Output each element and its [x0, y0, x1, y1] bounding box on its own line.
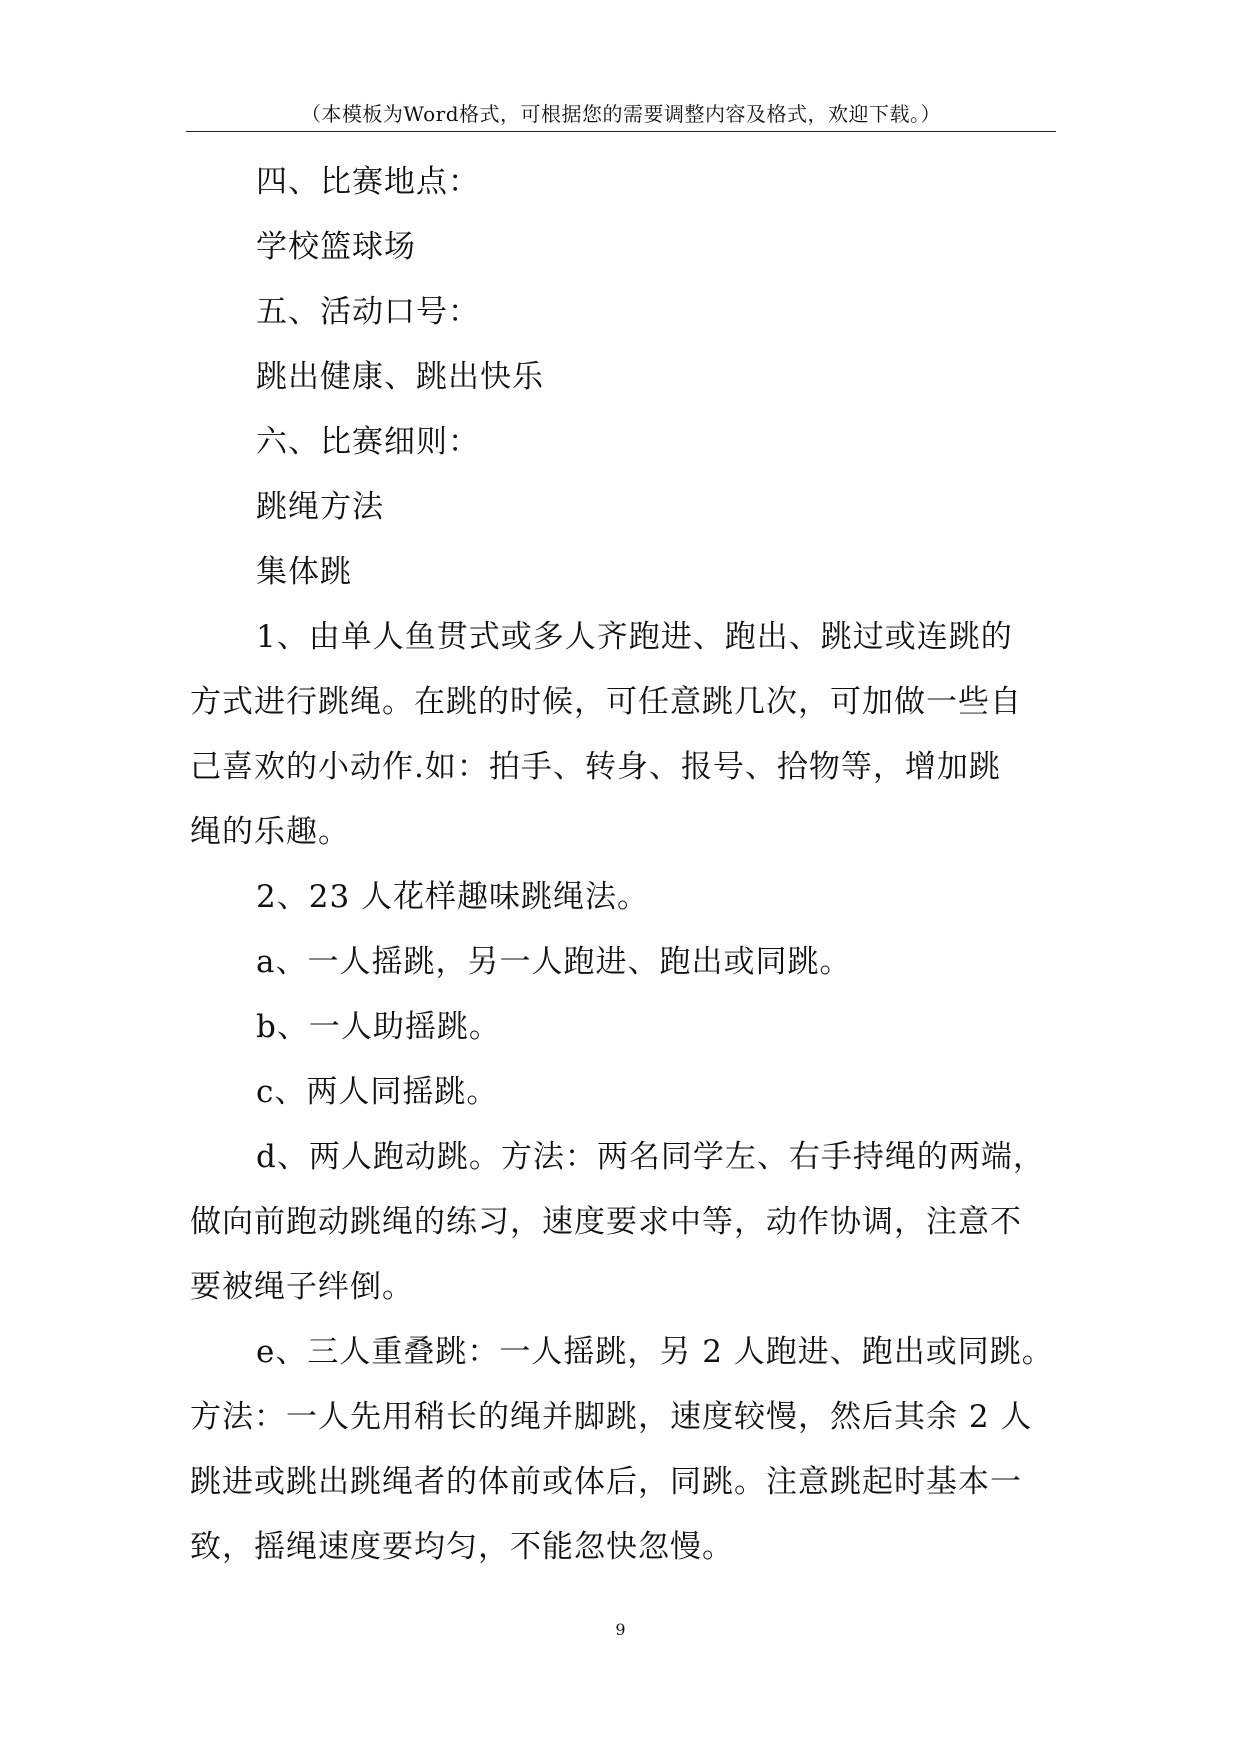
heading-venue: 四、比赛地点：	[256, 164, 480, 200]
list-item-b: b、一人助摇跳。	[256, 1009, 501, 1045]
page-number: 9	[615, 1620, 626, 1639]
paragraph-line: 要被绳子绊倒。	[190, 1269, 414, 1305]
heading-rules: 六、比赛细则：	[256, 424, 480, 460]
paragraph-line: 2、23 人花样趣味跳绳法。	[256, 879, 650, 915]
template-note-header: （本模板为Word格式，可根据您的需要调整内容及格式，欢迎下载。）	[300, 102, 942, 126]
paragraph-line: 绳的乐趣。	[190, 814, 350, 850]
venue-value: 学校篮球场	[256, 229, 416, 265]
paragraph-line: 1、由单人鱼贯式或多人齐跑进、跑出、跳过或连跳的	[256, 619, 1013, 655]
paragraph-line: 方法：一人先用稍长的绳并脚跳，速度较慢，然后其余 2 人	[190, 1399, 1033, 1435]
paragraph-line: 跳进或跳出跳绳者的体前或体后，同跳。注意跳起时基本一	[190, 1464, 1022, 1500]
list-item-e: e、三人重叠跳：一人摇跳，另 2 人跑进、跑出或同跳。	[256, 1334, 1054, 1370]
list-item-d: d、两人跑动跳。方法：两名同学左、右手持绳的两端，	[256, 1139, 1045, 1175]
subheading-group-jump: 集体跳	[256, 554, 352, 590]
paragraph-line: 做向前跑动跳绳的练习，速度要求中等，动作协调，注意不	[190, 1204, 1022, 1240]
list-item-a: a、一人摇跳，另一人跑进、跑出或同跳。	[256, 944, 852, 980]
paragraph-line: 致，摇绳速度要均匀，不能忽快忽慢。	[190, 1529, 734, 1565]
header-divider	[186, 131, 1056, 132]
subheading-method: 跳绳方法	[256, 489, 384, 525]
list-item-c: c、两人同摇跳。	[256, 1074, 499, 1110]
paragraph-line: 方式进行跳绳。在跳的时候，可任意跳几次，可加做一些自	[190, 684, 1022, 720]
document-body	[190, 150, 1060, 1580]
heading-slogan: 五、活动口号：	[256, 294, 480, 330]
paragraph-line: 己喜欢的小动作.如：拍手、转身、报号、拾物等，增加跳	[190, 749, 1001, 785]
slogan-value: 跳出健康、跳出快乐	[256, 359, 544, 395]
